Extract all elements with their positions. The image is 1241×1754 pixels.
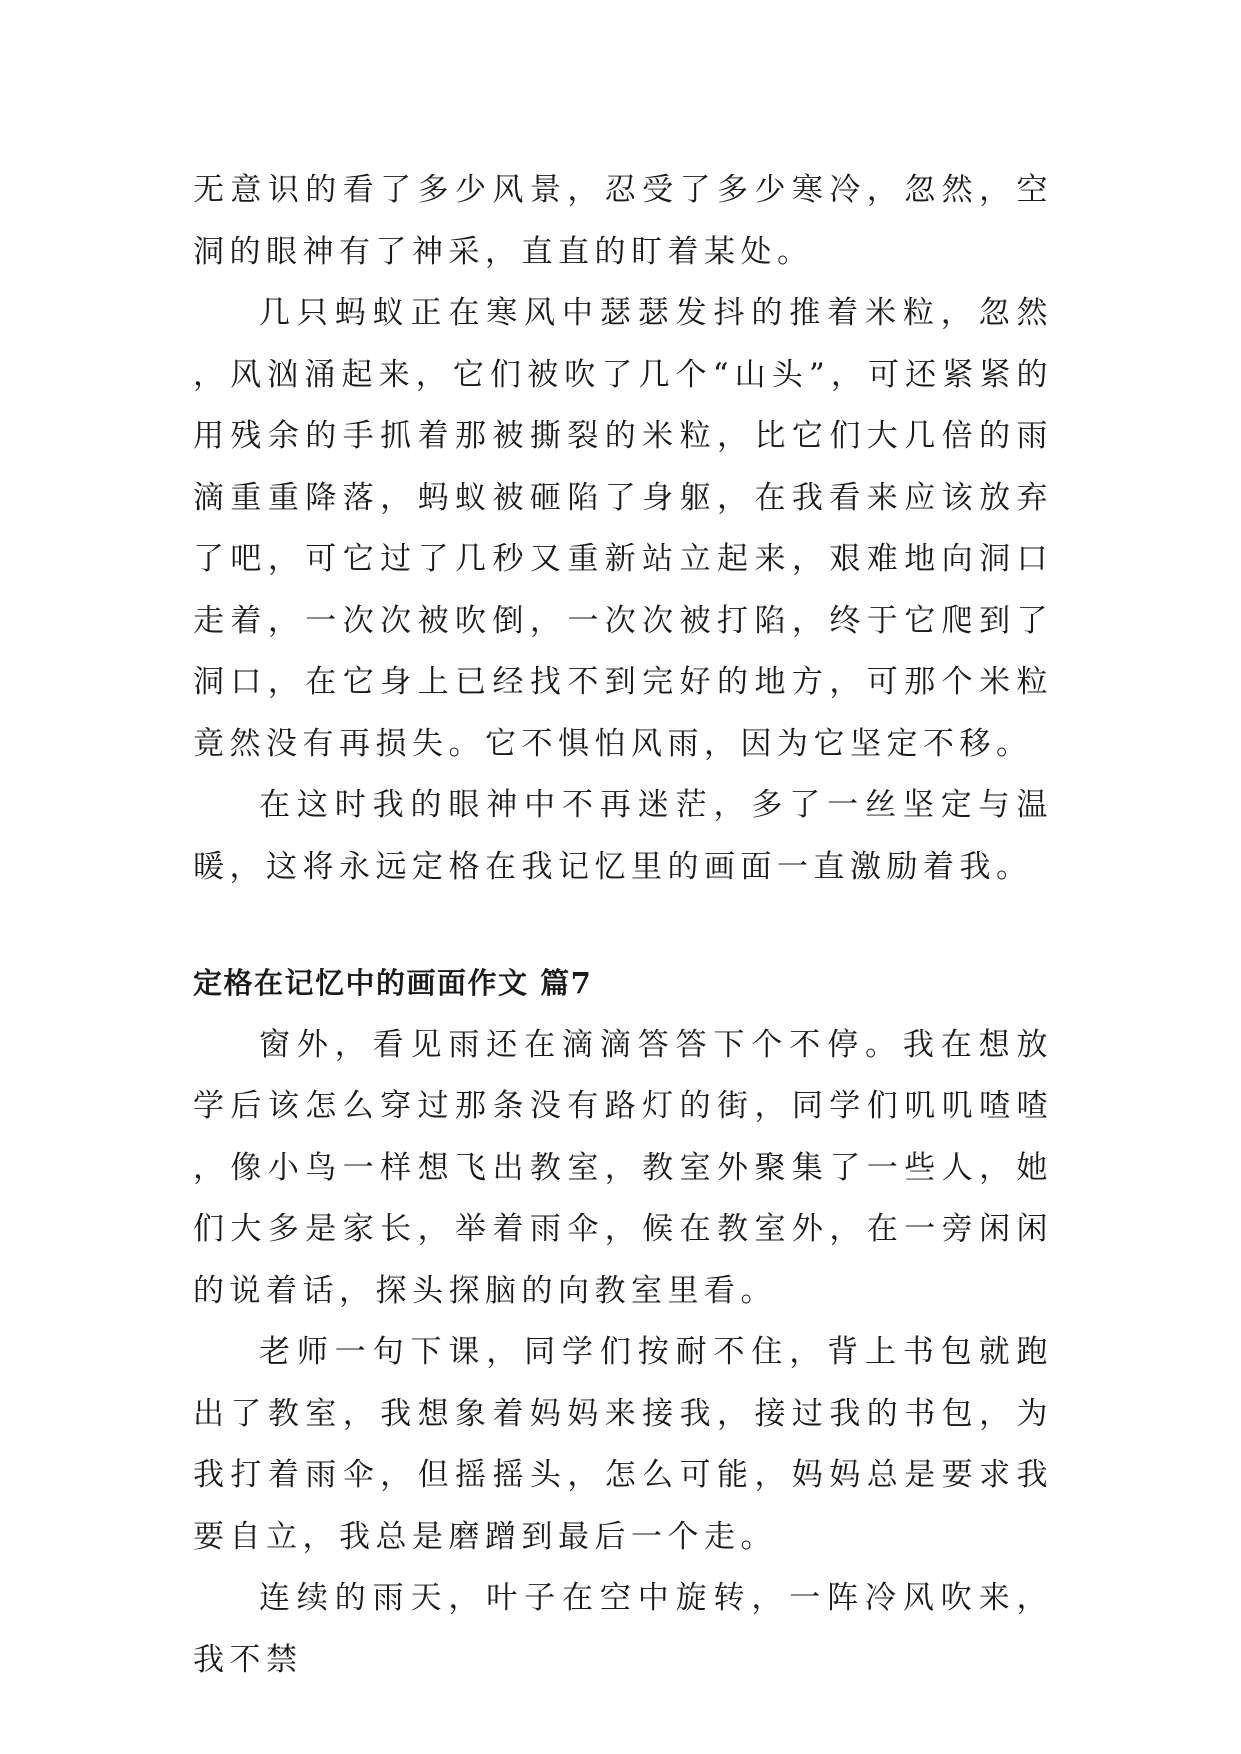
paragraph: 连续的雨天，叶子在空中旋转，一阵冷风吹来，我不禁 xyxy=(193,1580,1053,1678)
paragraph: 在这时我的眼神中不再迷茫，多了一丝坚定与温暖，这将永远定格在我记忆里的画面一直激励着我。 xyxy=(193,787,1053,885)
paragraph: 无意识的看了多少风景，忍受了多少寒冷，忽然，空洞的眼神有了神采，直直的盯着某处。 xyxy=(193,172,1053,270)
document-body xyxy=(193,160,1053,1691)
paragraph: 几只蚂蚁正在寒风中瑟瑟发抖的推着米粒，忽然，风汹涌起来，它们被吹了几个“山头”，可还紧紧的用残余的手抓着那被撕裂的米粒，比它们大几倍的雨滴重重降落，蚂蚁被砸陷了身躯，在我看来应该放弃了吧，可它过了几秒又重新站立起来，艰难地向洞口走着，一次次被吹倒，一次次被打陷，终于它爬到了洞口，在它身上已经找不到完好的地方，可那个米粒竟然没有再损失。它不惧怕风雨，因为它坚定不移。 xyxy=(193,295,1053,762)
section-title: 定格在记忆中的画面作文 篇7 xyxy=(193,966,593,1000)
paragraph: 窗外，看见雨还在滴滴答答下个不停。我在想放学后该怎么穿过那条没有路灯的街，同学们叽叽喳喳，像小鸟一样想飞出教室，教室外聚集了一些人，她们大多是家长，举着雨伞，候在教室外，在一旁闲闲的说着话，探头探脑的向教室里看。 xyxy=(193,1026,1053,1309)
paragraph: 老师一句下课，同学们按耐不住，背上书包就跑出了教室，我想象着妈妈来接我，接过我的书包，为我打着雨伞，但摇摇头，怎么可能，妈妈总是要求我要自立，我总是磨蹭到最后一个走。 xyxy=(193,1334,1053,1555)
section-gap xyxy=(193,898,1053,953)
